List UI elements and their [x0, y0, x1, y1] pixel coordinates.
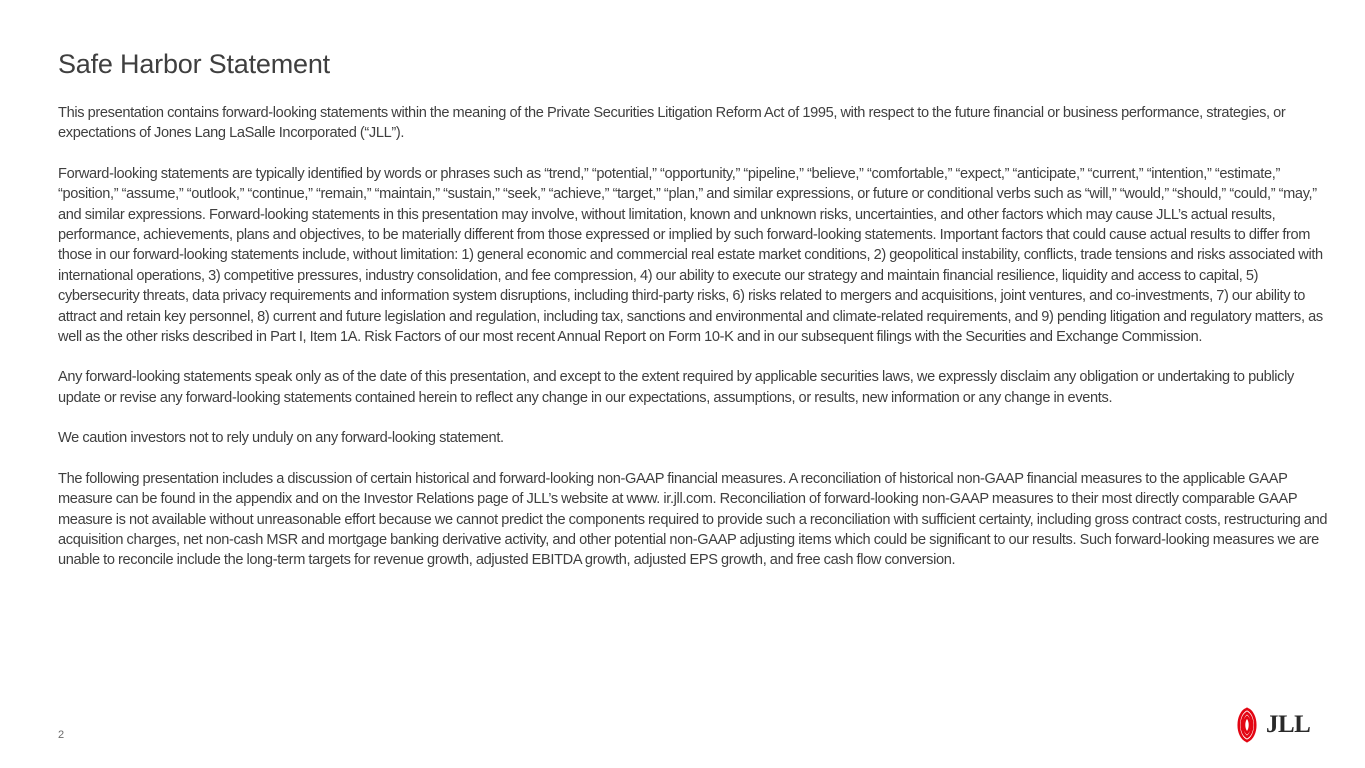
jll-wordmark: JLL: [1266, 711, 1311, 738]
paragraph-non-gaap: The following presentation includes a discussion of certain historical and forward-looking non-GAAP financial measures. A reconciliation of historical non-GAAP financial measures to the applicable GAAP measure can be found in the appendix and on the Investor Relations page of JLL’s website at www. ir.jll.com. Reconciliation of forward-looking non-GAAP measures to their most directly comparable GAAP measure is not available without unreasonable effort because we cannot predict the components required to provide such a reconciliation with sufficient certainty, including gross contract costs, restructuring and acquisition charges, net non-cash MSR and mortgage banking derivative activity, and other potential non-GAAP adjusting items which could be significant to our results. Such forward-looking measures we are unable to reconcile include the long-term targets for revenue growth, adjusted EBITDA growth, adjusted EPS growth, and free cash flow conversion.: [58, 470, 1328, 569]
jll-swirl-icon: [1232, 707, 1262, 743]
jll-logo: [1232, 706, 1310, 744]
paragraph-intro: This presentation contains forward-looking statements within the meaning of the Private Securities Litigation Reform Act of 1995, with respect to the future financial or business performance, strategies, or expectations of Jones Lang LaSalle Incorporated (“JLL”).: [58, 105, 1286, 142]
page-number: 2: [58, 729, 65, 741]
paragraph-forward-looking-factors: Forward-looking statements are typically identified by words or phrases such as “trend,” “potential,” “opportunity,” “pipeline,” “believe,” “comfortable,” “expect,” “anticipate,” “current,” “intention,” “estimate,” “position,” “assume,” “outlook,” “continue,” “remain,” “maintain,” “sustain,” “seek,” “achieve,” “target,” “plan,” and similar expressions, or future or conditional verbs such as “will,” “would,” “should,” “could,” “may,” and similar expressions. Forward-looking statements in this presentation may involve, without limitation, known and unknown risks, uncertainties, and other factors which may cause JLL’s actual results, performance, achievements, plans and objectives, to be materially different from those expressed or implied by such forward-looking statements. Important factors that could cause actual results to differ from those in our forward-looking statements include, without limitation: 1) general economic and commercial real estate market conditions, 2) geopolitical instability, conflicts, trade tensions and risks associated with international operations, 3) competitive pressures, industry consolidation, and fee compression, 4) our ability to execute our strategy and maintain financial resilience, liquidity and access to capital, 5) cybersecurity threats, data privacy requirements and information system disruptions, including third-party risks, 6) risks related to mergers and acquisitions, joint ventures, and co-investments, 7) our ability to attract and retain key personnel, 8) current and future legislation and regulation, including tax, sanctions and environmental and climate-related requirements, and 9) pending litigation and regulatory matters, as well as the other risks described in Part I, Item 1A. Risk Factors of our most recent Annual Report on Form 10-K and in our subsequent filings with the Securities and Exchange Commission.: [58, 165, 1323, 346]
paragraph-caution: We caution investors not to rely unduly on any forward-looking statement.: [58, 430, 504, 447]
page-title: Safe Harbor Statement: [58, 49, 330, 79]
safe-harbor-body: [58, 103, 1330, 591]
paragraph-disclaimer: Any forward-looking statements speak only as of the date of this presentation, and except to the extent required by applicable securities laws, we expressly disclaim any obligation or undertaking to publicly update or revise any forward-looking statements contained herein to reflect any change in our expectations, assumptions, or results, new information or any change in events.: [58, 369, 1294, 406]
